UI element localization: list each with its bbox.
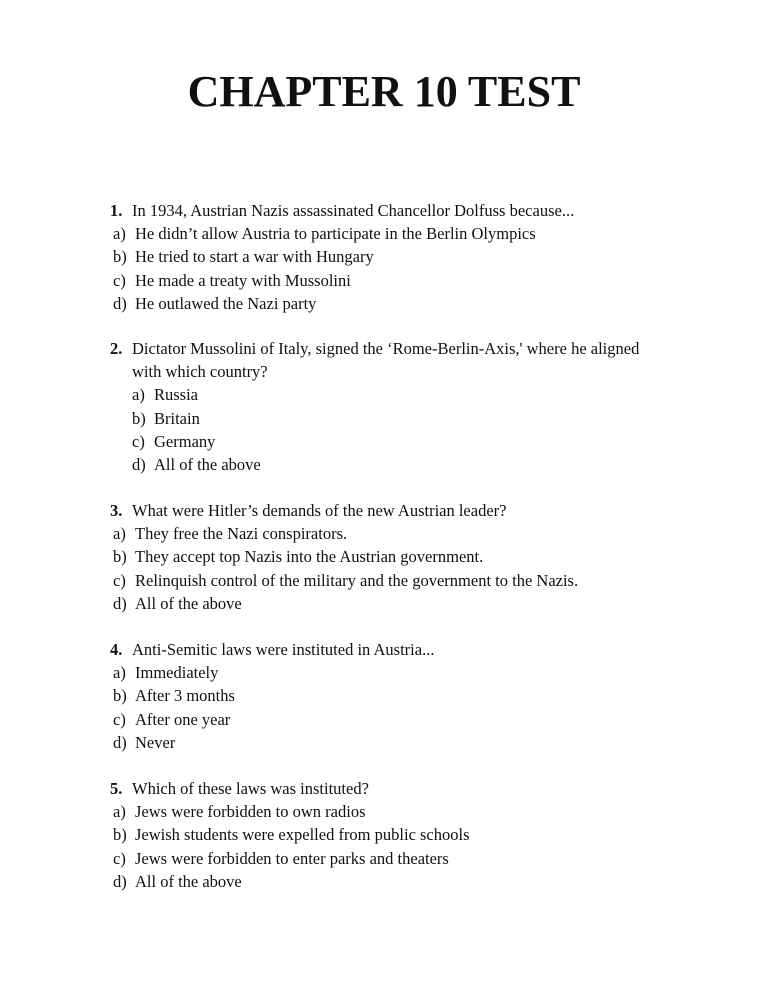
option-text: After one year: [135, 709, 231, 729]
option-letter: a): [132, 385, 145, 405]
answer-option-c: [0, 569, 768, 592]
answer-option-d: [0, 870, 768, 893]
option-text: All of the above: [154, 455, 261, 475]
option-letter: c): [113, 570, 126, 590]
question-stem: [0, 199, 768, 222]
option-letter: a): [113, 224, 126, 244]
question-stem: [0, 499, 768, 522]
answer-option-b: [0, 545, 768, 568]
answer-option-c: [0, 269, 768, 292]
option-text: Russia: [154, 385, 199, 405]
option-letter: b): [113, 686, 127, 706]
option-letter: b): [113, 247, 127, 267]
question-1: [0, 199, 768, 315]
answer-option-c: [0, 430, 768, 453]
answer-option-d: [0, 453, 768, 476]
option-text: They accept top Nazis into the Austrian government.: [135, 547, 484, 567]
answer-option-a: [0, 383, 768, 406]
option-text: He outlawed the Nazi party: [135, 293, 317, 313]
answer-option-b: [0, 407, 768, 430]
question-text: What were Hitler’s demands of the new Austrian leader?: [132, 501, 507, 520]
question-text-continued: with which country?: [132, 362, 268, 382]
question-text: Which of these laws was instituted?: [132, 779, 369, 798]
option-letter: d): [113, 732, 127, 752]
question-4: [0, 638, 768, 754]
answer-option-b: [0, 245, 768, 268]
question-text: Dictator Mussolini of Italy, signed the ‘Rome-Berlin-Axis,' where he aligned: [132, 339, 640, 358]
option-text: Never: [135, 732, 176, 752]
option-letter: d): [113, 293, 127, 313]
answer-option-c: [0, 708, 768, 731]
question-text: In 1934, Austrian Nazis assassinated Chancellor Dolfuss because...: [132, 201, 575, 220]
option-text: All of the above: [135, 593, 242, 613]
answer-option-d: [0, 592, 768, 615]
option-letter: a): [113, 524, 126, 544]
answer-option-b: [0, 823, 768, 846]
option-text: Immediately: [135, 663, 219, 683]
option-letter: d): [132, 455, 146, 475]
question-number: 1.: [110, 201, 123, 220]
option-text: All of the above: [135, 871, 242, 891]
option-text: They free the Nazi conspirators.: [135, 524, 348, 544]
option-letter: c): [113, 709, 126, 729]
option-letter: d): [113, 593, 127, 613]
question-stem: [0, 638, 768, 661]
answer-option-a: [0, 661, 768, 684]
option-text: He didn’t allow Austria to participate in the Berlin Olympics: [135, 224, 536, 244]
question-3: [0, 499, 768, 615]
option-text: After 3 months: [135, 686, 235, 706]
option-letter: b): [113, 825, 127, 845]
question-number: 4.: [110, 640, 123, 659]
option-letter: a): [113, 663, 126, 683]
option-letter: d): [113, 871, 127, 891]
option-text: Relinquish control of the military and the government to the Nazis.: [135, 570, 579, 590]
option-text: Jews were forbidden to own radios: [135, 802, 366, 822]
question-number: 5.: [110, 779, 123, 798]
answer-option-c: [0, 847, 768, 870]
option-text: Germany: [154, 431, 216, 451]
option-text: Jews were forbidden to enter parks and theaters: [135, 848, 449, 868]
page-title: CHAPTER 10 TEST: [187, 67, 581, 116]
question-stem: [0, 777, 768, 800]
answer-option-b: [0, 684, 768, 707]
option-text: He made a treaty with Mussolini: [135, 270, 351, 290]
option-text: He tried to start a war with Hungary: [135, 247, 374, 267]
option-letter: c): [132, 431, 145, 451]
question-5: [0, 777, 768, 893]
answer-option-a: [0, 222, 768, 245]
option-letter: c): [113, 270, 126, 290]
question-2: [0, 337, 768, 476]
question-number: 2.: [110, 339, 123, 358]
answer-option-a: [0, 522, 768, 545]
option-text: Britain: [154, 408, 200, 428]
option-letter: b): [132, 408, 146, 428]
answer-option-d: [0, 292, 768, 315]
option-letter: b): [113, 547, 127, 567]
answer-option-d: [0, 731, 768, 754]
option-letter: a): [113, 802, 126, 822]
question-number: 3.: [110, 501, 123, 520]
answer-option-a: [0, 800, 768, 823]
option-text: Jewish students were expelled from public schools: [135, 825, 470, 845]
option-letter: c): [113, 848, 126, 868]
question-text: Anti-Semitic laws were instituted in Austria...: [132, 640, 435, 659]
question-stem: [0, 337, 768, 360]
